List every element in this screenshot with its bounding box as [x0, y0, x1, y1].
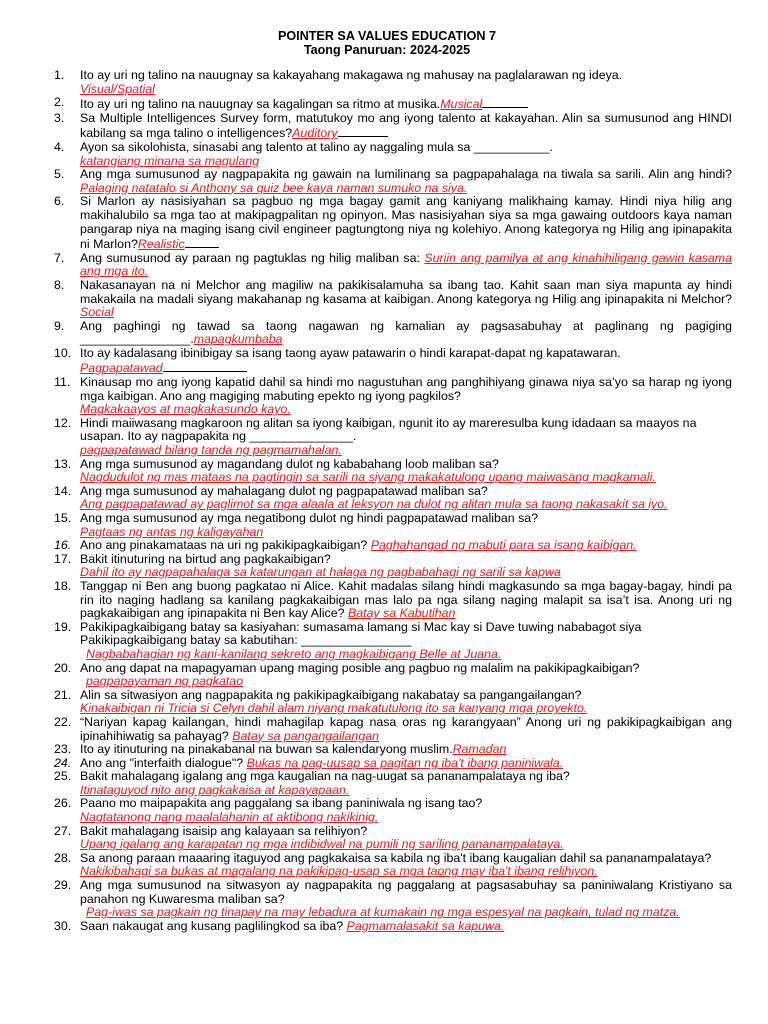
list-item: [42, 376, 732, 417]
question-text: Ang mga sumusunod ay magandang dulot ng kababahang loob maliban sa?: [80, 456, 499, 471]
item-number: 26.: [54, 796, 72, 811]
list-item: [42, 743, 732, 757]
item-number: 30.: [54, 918, 72, 933]
answer-text: Nagtatanong nang maalalahanin at aktibong nakikinig.: [80, 810, 379, 825]
list-item: [42, 112, 732, 141]
list-item: [42, 320, 732, 347]
question-text: Ano ang dapat na mapagyaman upang maging posible ang pagbuo ng malalim na pakikipagkaibigan?: [80, 660, 640, 675]
list-item: [42, 417, 732, 458]
item-number: 10.: [54, 345, 72, 360]
answer-blank: [482, 96, 528, 108]
question-text: Ano ang "interfaith dialogue"?: [80, 755, 244, 770]
question-text: Ito ay uri ng talino na nauugnay sa kakayahang makagawa ng mahusay na paglalarawan ng ideya.: [80, 68, 623, 82]
question-text: Sa Multiple Intelligences Survey form, matutukoy mo ang iyong talento at kakayahan. Alin sa sumusunod ang HINDI kabilang sa mga talino o intelligences?: [80, 110, 732, 141]
list-item: [42, 347, 732, 376]
question-text: Ang mga sumusunod ay mga negatibong dulot ng hindi pagpapatawad maliban sa?: [80, 511, 539, 525]
item-number: 22.: [54, 714, 72, 729]
answer-text: Visual/Spatial: [80, 81, 155, 96]
answer-text: Nagdudulot ng mas mataas na pagtingin sa sarili na siyang makakatulong upang maiwasang magkamali.: [80, 470, 656, 485]
answer-text: Batay sa Kabutihan: [347, 606, 456, 621]
item-number: 17.: [54, 551, 72, 566]
item-number: 12.: [54, 415, 72, 430]
answer-text: Ang pagpapatawad ay paglimot sa mga alaala at leksyon na dulot ng alitan mula sa taong nakasakit sa iyo.: [80, 497, 668, 512]
answer-text: Nakikibahagi sa bukas at magalang na pakikipag-usap sa mga taong may iba't ibang relihiyon.: [80, 864, 598, 879]
question-text: Pakikipagkaibigang batay sa kasiyahan: sumasama lamang si Mac kay si Dave tuwing nababagot siya Pakikipagkaibigang batay sa kabutihan: ________________: [80, 619, 642, 648]
list-item: [42, 512, 732, 539]
item-number: 5.: [54, 167, 65, 182]
item-number: 16.: [54, 538, 72, 553]
question-text: Nakasanayan na ni Melchor ang magiliw na pakikisalamuha sa ibang tao. Kahit saan man siya mapunta ay hindi makakaila na madali siyang makahanap ng kasama at kaibigan. Anong kategorya ng Hilig ang ipinapakita ni Melchor?: [80, 277, 732, 306]
question-text: Ang sumusunod ay paraan ng pagtuklas ng hilig maliban sa:: [80, 250, 420, 265]
answer-text: Itinataguyod nito ang pagkakaisa at kapayapaan.: [80, 782, 350, 797]
item-number: 11.: [54, 375, 71, 390]
answer-blank: [185, 236, 219, 248]
list-item: [42, 539, 732, 553]
answer-text: Realistic: [137, 237, 185, 252]
answer-text: mapagkumbaba: [193, 332, 283, 347]
list-item: [42, 580, 732, 621]
fill-in-blank: ________________.: [80, 332, 194, 347]
answer-text: Nagbabahagian ng kani-kanilang sekreto ang magkaibigang Belle at Juana.: [86, 646, 502, 661]
list-item: [42, 879, 732, 920]
answer-text: Kinakaibigan ni Tricia si Celyn dahil alam niyang makatutulong ito sa kanyang mga proyekto.: [80, 701, 588, 716]
answer-text: Pag-iwas sa pagkain ng tinapay na may lebadura at kumakain ng mga espesyal na pagkain, tulad ng matza.: [86, 905, 680, 920]
list-item: [42, 825, 732, 852]
list-item: [42, 797, 732, 824]
item-number: 14.: [54, 483, 72, 498]
answer-text: Pagmamalasakit sa kapuwa.: [346, 918, 505, 933]
answer-text: Magkakaayos at magkakasundo kayo.: [80, 402, 291, 417]
list-item: [42, 69, 732, 96]
item-number: 18.: [54, 578, 72, 593]
school-year: Taong Panuruan: 2024-2025: [303, 42, 471, 57]
question-text: Ang paghingi ng tawad sa taong nagawan ng kamalian ay pagsasabuhay at paglinang ng pagiging: [80, 318, 732, 333]
question-text: Saan nakaugat ang kusang paglilingkod sa iba?: [80, 918, 344, 933]
question-text: Sa anong paraan maaaring itaguyod ang pagkakaisa sa kabila ng iba't ibang kaugalian dahil sa pananampalataya?: [80, 850, 712, 865]
list-item: [42, 485, 732, 512]
question-text: Bakit mahalagang igalang ang mga kaugalian na nag-uugat sa pananampalataya ng iba?: [80, 769, 570, 784]
list-item: [42, 852, 732, 879]
answer-text: Pagtaas ng antas ng kaligayahan: [80, 524, 264, 539]
list-item: [42, 757, 732, 771]
answer-blank: [163, 360, 247, 372]
question-text: Bakit itinuturing na birtud ang pagkakaibigan?: [80, 551, 331, 566]
item-number: 25.: [54, 769, 72, 784]
question-text: Ano ang pinakamataas na uri ng pakikipagkaibigan?: [80, 538, 368, 553]
answer-text: Suriin ang pamilya at ang kinahihiligang gawin kasama ang mga ito.: [80, 250, 733, 279]
document-title: POINTER SA VALUES EDUCATION 7: [277, 29, 497, 43]
question-text: Si Marlon ay nasisiyahan sa pagbuo ng mga bagay gamit ang kaniyang malikhaing kamay. Hindi niya hilig ang makihalubilo sa mga tao at makipagpalitan ng opinyon. Mas nasisiyahan siya sa mga gawaing outdoors kaya naman pangarap niya na maging isang civil engineer pagtungtong niya ng kolehiyo. Anong kategorya ng Hilig ang ipinapakita ni Marlon?: [80, 194, 732, 252]
list-item: [42, 621, 732, 662]
question-text: Ang mga sumusunod na sitwasyon ay nagpapakita ng paggalang at pagsasabuhay sa paniniwalang Kristiyano sa panahon ng Kuwaresma maliban sa?: [80, 878, 732, 906]
answer-text: Musical: [440, 97, 483, 112]
answer-text: Dahil ito ay nagpapahalaga sa katarungan at halaga ng pagbabahagi ng sarili sa kapwa: [80, 565, 561, 580]
question-text: Ang mga sumusunod ay nagpapakita ng gawain na lumilinang sa pagpapahalaga na tiwala sa sarili. Alin ang hindi?: [80, 167, 732, 182]
item-number: 29.: [54, 878, 72, 893]
item-number: 8.: [54, 277, 65, 292]
question-text: Tanggap ni Ben ang buong pagkatao ni Alice. Kahit madalas silang hindi magkasundo sa mga bagay-bagay, hindi pa rin ito naging hadlang sa kanilang pagkakaibigan mas lalo pa nga silang naging malapit sa isa’t isa. Anong uri ng pagkakaibigan ang ipinapakita ni Ben kay Alice?: [80, 578, 732, 621]
item-number: 9.: [54, 318, 65, 333]
question-list: [42, 69, 732, 933]
list-item: [42, 279, 732, 320]
item-number: 13.: [54, 456, 72, 471]
answer-text: Bukas na pag-uusap sa pagitan ng iba't ibang paniniwala.: [246, 755, 564, 770]
question-text: Hindi maiiwasang magkaroon ng alitan sa iyong kaibigan, ngunit ito ay mareresulba kung idadaan sa maayos na usapan. Ito ay nagpapakita ng _______________.: [80, 415, 697, 444]
list-item: [42, 168, 732, 195]
answer-text: Ramadan: [452, 742, 507, 757]
question-text: Ang mga sumusunod ay mahalagang dulot ng pagpapatawad maliban sa?: [80, 483, 488, 498]
list-item: [42, 96, 732, 112]
question-text: Kinausap mo ang iyong kapatid dahil sa hindi mo nagustuhan ang panghihiyang ginawa niya sa’yo sa harap ng iyong mga kaibigan. Ano ang magiging mabuting epekto ng iyong pagkilos?: [80, 375, 732, 403]
item-number: 15.: [54, 511, 72, 525]
answer-text: Social: [80, 305, 114, 320]
list-item: [42, 141, 732, 168]
answer-text: Pagpapatawad: [80, 361, 163, 376]
list-item: [42, 689, 732, 716]
answer-text: pagpapayaman ng pagkatao: [86, 674, 244, 689]
item-number: 21.: [54, 687, 72, 702]
answer-text: Upang igalang ang karapatan ng mga indibidwal na pumili ng sariling pananampalataya.: [80, 837, 564, 852]
item-number: 2.: [54, 95, 65, 110]
list-item: [42, 458, 732, 485]
item-number: 4.: [54, 139, 65, 154]
question-text: Ito ay itinuturing na pinakabanal na buwan sa kalendaryong muslim.: [80, 742, 453, 757]
item-number: 7.: [54, 250, 65, 265]
answer-text: Palaging natatalo si Anthony sa quiz bee kaya naman sumuko na siya.: [80, 180, 468, 195]
item-number: 20.: [54, 660, 72, 675]
list-item: [42, 195, 732, 251]
list-item: [42, 716, 732, 743]
question-text: Ito ay kadalasang ibinibigay sa isang taong ayaw patawarin o hindi karapat-dapat ng kapatawaran.: [80, 345, 621, 360]
item-number: 27.: [54, 823, 72, 838]
answer-text: pagpapatawad bilang tanda ng pagmamahalan.: [80, 443, 342, 458]
answer-text: katangiang minana sa magulang: [80, 153, 260, 168]
list-item: [42, 770, 732, 797]
item-number: 28.: [54, 850, 72, 865]
item-number: 6.: [54, 194, 65, 209]
question-text: Ayon sa sikolohista, sinasabi ang talento at talino ay naggaling mula sa ___________.: [80, 139, 554, 154]
answer-blank: [338, 125, 388, 137]
answer-text: Batay sa pangangailangan: [232, 728, 379, 743]
item-number: 24.: [54, 755, 72, 770]
answer-text: Auditory: [292, 126, 338, 141]
item-number: 23.: [54, 742, 72, 757]
item-number: 19.: [54, 619, 72, 634]
question-text: Paano mo maipapakita ang paggalang sa ibang paniniwala ng isang tao?: [80, 796, 483, 811]
question-text: Ito ay uri ng talino na nauugnay sa kagalingan sa ritmo at musika.: [80, 97, 441, 112]
list-item: [42, 553, 732, 580]
question-text: Bakit mahalagang isaisip ang kalayaan sa relihiyon?: [80, 823, 368, 838]
list-item: [42, 662, 732, 689]
question-text: “Nariyan kapag kailangan, hindi mahagilap kapag nasa oras ng karangyaan” Anong uri ng pakikipagkaibigan ang ipinahihiwatig sa pahayag?: [80, 714, 732, 743]
answer-text: Paghahangad ng mabuti para sa isang kaibigan.: [370, 538, 637, 553]
item-number: 1.: [54, 68, 65, 82]
list-item: [42, 920, 732, 934]
list-item: [42, 252, 732, 279]
question-text: Alin sa sitwasiyon ang nagpapakita ng pakikipagkaibigang nakabatay sa pangangailangan?: [80, 687, 582, 702]
item-number: 3.: [54, 110, 65, 125]
